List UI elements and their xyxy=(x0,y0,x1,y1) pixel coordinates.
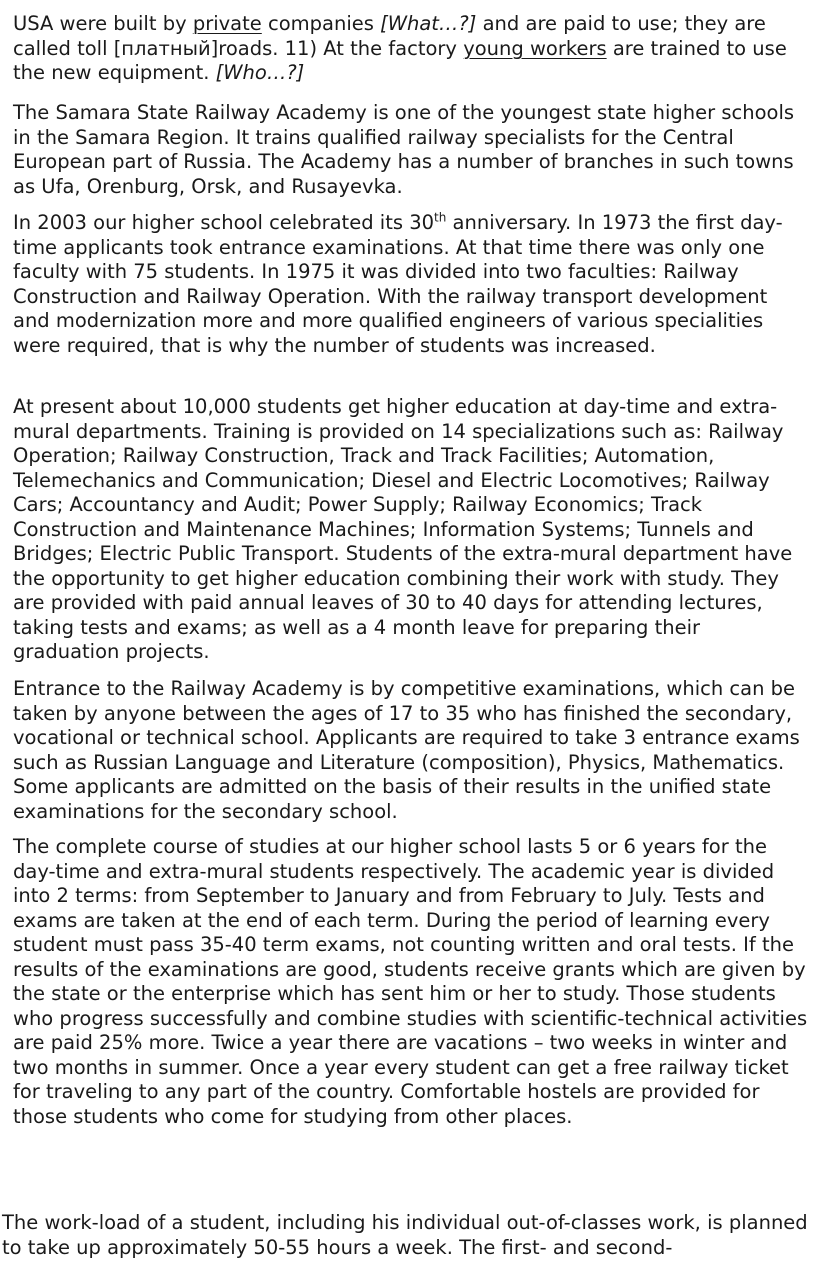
underlined-phrase-young-workers: young workers xyxy=(463,36,607,60)
question-prompt-who: [Who…?] xyxy=(215,61,305,84)
paragraph-text-a: In 2003 our higher school celebrated its 30 xyxy=(13,211,435,234)
paragraph-entrance xyxy=(13,677,809,824)
underlined-word-private: private xyxy=(192,12,262,35)
paragraph-text: The work-load of a student, including his individual out-of-classes work, is planned to take up approximately 50-55 hours a week. The first- and second- xyxy=(2,1211,808,1259)
question-prompt-what: [What…?] xyxy=(380,12,477,35)
intro-text-3: and are paid to use; they are called toll [платный]roads. 11) At the factory xyxy=(13,12,766,60)
paragraph-academy-intro xyxy=(13,101,809,199)
paragraph-text: The complete course of studies at our higher school lasts 5 or 6 years for the day-time and extra-mural students respectively. The academic year is divided into 2 terms: from September to January and from February to July. Tests and exams are taken at the end of each term. During the period of learning every student must pass 35-40 term exams, not counting written and oral tests. If the results of the examinations are good, students receive grants which are given by the state or the enterprise which has sent him or her to study. Those students who progress successfully and combine studies with scientific-technical activities are paid 25% more. Twice a year there are vacations – two weeks in winter and two months in summer. Once a year every student can get a free railway ticket for traveling to any part of the country. Comfortable hostels are provided for those students who come for studying from other places. xyxy=(13,835,808,1128)
paragraph-text: Entrance to the Railway Academy is by competitive examinations, which can be taken by anyone between the ages of 17 to 35 who has finished the secondary, vocational or technical school. Applicants are required to take 3 entrance exams such as Russian Language and Literature (composition), Physics, Mathematics. Some applicants are admitted on the basis of their results in the unified state examinations for the secondary school. xyxy=(13,677,800,823)
superscript-th: th xyxy=(434,210,447,225)
paragraph-course-of-studies xyxy=(13,835,809,1129)
paragraph-anniversary xyxy=(13,211,809,358)
paragraph-text-b: anniversary. In 1973 the first day-time applicants took entrance examinations. At that time there was only one faculty with 75 students. In 1975 it was divided into two faculties: Railway Construction and Railway Operation. With the railway transport development and modernization more and more qualified engineers of various specialities were required, that is why the number of students was increased. xyxy=(13,211,783,357)
paragraph-specializations xyxy=(13,395,809,665)
paragraph-text: The Samara State Railway Academy is one of the youngest state higher schools in the Samara Region. It trains qualified railway specialists for the Central European part of Russia. The Academy has a number of branches in such towns as Ufa, Orenburg, Orsk, and Rusayevka. xyxy=(13,101,795,198)
intro-text-4: are trained to use the new equipment. xyxy=(13,36,787,84)
intro-text-1: USA were built by xyxy=(13,12,193,35)
intro-exercise-paragraph xyxy=(13,12,809,86)
paragraph-text: At present about 10,000 students get higher education at day-time and extra-mural departments. Training is provided on 14 specializations such as: Railway Operation; Railway Construction, Track and Track Facilities; Automation, Telemechanics and Communication; Diesel and Electric Locomotives; Railway Cars; Accountancy and Audit; Power Supply; Railway Economics; Track Construction and Maintenance Machines; Information Systems; Tunnels and Bridges; Electric Public Transport. Students of the extra-mural department have the opportunity to get higher education combining their work with study. They are provided with paid annual leaves of 30 to 40 days for attending lectures, taking tests and exams; as well as a 4 month leave for preparing their graduation projects. xyxy=(13,395,793,663)
paragraph-work-load xyxy=(2,1211,814,1260)
intro-text-2: companies xyxy=(261,12,381,35)
